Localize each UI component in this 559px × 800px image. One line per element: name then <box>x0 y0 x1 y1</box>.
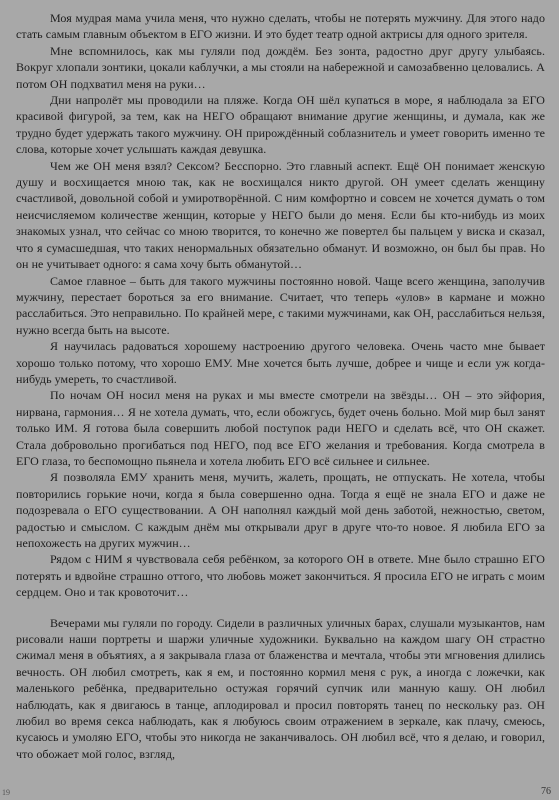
paragraph: Вечерами мы гуляли по городу. Сидели в различных уличных барах, слушали музыкантов, нам рисовали наши портреты и шаржи уличные художники. Буквально на каждом шагу ОН страстно сжимал меня в объятиях, а я закрывала глаза от блаженства и мечтала, чтобы эти мгновения длились вечность. ОН любил смотреть, как я ем, и постоянно кормил меня с рук, а иногда с ложечки, как маленького ребёнка, предварительно остужая горячий супчик или манную кашу. ОН любил наблюдать, как я двигаюсь в танце, аплодировал и просил повторять танец по нескольку раз. ОН любил во время секса наблюдать, как я любуюсь своим отражением в зеркале, как плачу, смеюсь, кусаюсь и умоляю ЕГО, чтобы это никогда не заканчивалось. ОН любил всё, что я делаю, и говорил, что обожает мой голос, взгляд, <box>16 615 545 761</box>
paragraph: Я научилась радоваться хорошему настроению другого человека. Очень часто мне бывает хорошо только потому, что хорошо ЕМУ. Мне хочется быть лучше, добрее и чище и если уж когда-нибудь умереть, то счастливой. <box>16 339 545 386</box>
corner-mark: 19 <box>2 788 10 797</box>
paragraph: Самое главное – быть для такого мужчины постоянно новой. Чаще всего женщина, заполучив мужчину, перестает бороться за его внимание. Считает, что теперь «улов» в кармане и можно расслабиться. Это неправильно. По крайней мере, с такими мужчинами, как ОН, расслабиться нельзя, нужно всегда быть на высоте. <box>16 273 545 337</box>
paragraph: Моя мудрая мама учила меня, что нужно сделать, чтобы не потерять мужчину. Для этого надо стать самым главным объектом в ЕГО жизни. И это будет театр одной актрисы для одного зрителя. <box>16 11 545 42</box>
text-block <box>16 10 545 762</box>
paragraph: Я позволяла ЕМУ хранить меня, мучить, жалеть, прощать, не отпускать. Не хотела, чтобы повторились горькие ночи, когда я была совершенно одна. Тогда я ещё не знала ЕГО и даже не подозревала о ЕГО существовании. А ОН наполнял каждый мой день заботой, нежностью, светом, радостью и смыслом. С каждым днём мы открывали друг в друге что-то новое. Я любила ЕГО за непохожесть на других мужчин… <box>16 470 545 550</box>
paragraph: Рядом с НИМ я чувствовала себя ребёнком, за которого ОН в ответе. Мне было страшно ЕГО потерять и вдвойне страшно оттого, что любовь может закончиться. Я просила ЕГО не играть с моим сердцем. Оно и так кровоточит… <box>16 552 545 600</box>
paragraph: Мне вспомнилось, как мы гуляли под дождём. Без зонта, радостно друг другу улыбаясь. Вокруг хлопали зонтики, цокали каблучки, а мы стояли на набережной и самозабвенно целовались. А потом ОН подхватил меня на руки… <box>16 43 545 91</box>
paragraph: Дни напролёт мы проводили на пляже. Когда ОН шёл купаться в море, я наблюдала за ЕГО красивой фигурой, за тем, как на НЕГО обращают внимание другие женщины, и думала, как же трудно будет удержать такого мужчину. ОН прирождённый соблазнитель и умеет говорить именно те слова, которые хочет услышать каждая девушка. <box>16 93 545 157</box>
page-number: 76 <box>541 786 551 797</box>
paragraph: Чем же ОН меня взял? Сексом? Бесспорно. Это главный аспект. Ещё ОН понимает женскую душу и восхищается мною так, как не восхищался никто другой. ОН умеет сделать женщину счастливой, довольной собой и умиротворённой. С ним комфортно и совсем не хочется думать о том неисчисляемом количестве женщин, которые у НЕГО были до меня. Если бы кто-нибудь из моих знакомых узнал, что сейчас со мною творится, то конечно же повертел бы пальцем у виска и сказал, что я сумасшедшая, что таких ненормальных обязательно обманут. И возможно, он был бы прав. Но он не учитывает одного: я сама хочу быть обманутой… <box>16 158 545 272</box>
section-gap <box>16 601 545 615</box>
paragraph: По ночам ОН носил меня на руках и мы вместе смотрели на звёзды… ОН – это эйфория, нирвана, гармония… Я не хотела думать, что, если обожгусь, будет очень больно. Мой мир был занят только ИМ. Я готова была совершить любой поступок ради НЕГО и сделать всё, что ОН скажет. Стала добровольно прогибаться под НЕГО, под все ЕГО желания и требования. Когда смотрела в ЕГО глаза, то беспомощно пьянела и хотела любить ЕГО всё сильнее и сильнее. <box>16 388 545 468</box>
